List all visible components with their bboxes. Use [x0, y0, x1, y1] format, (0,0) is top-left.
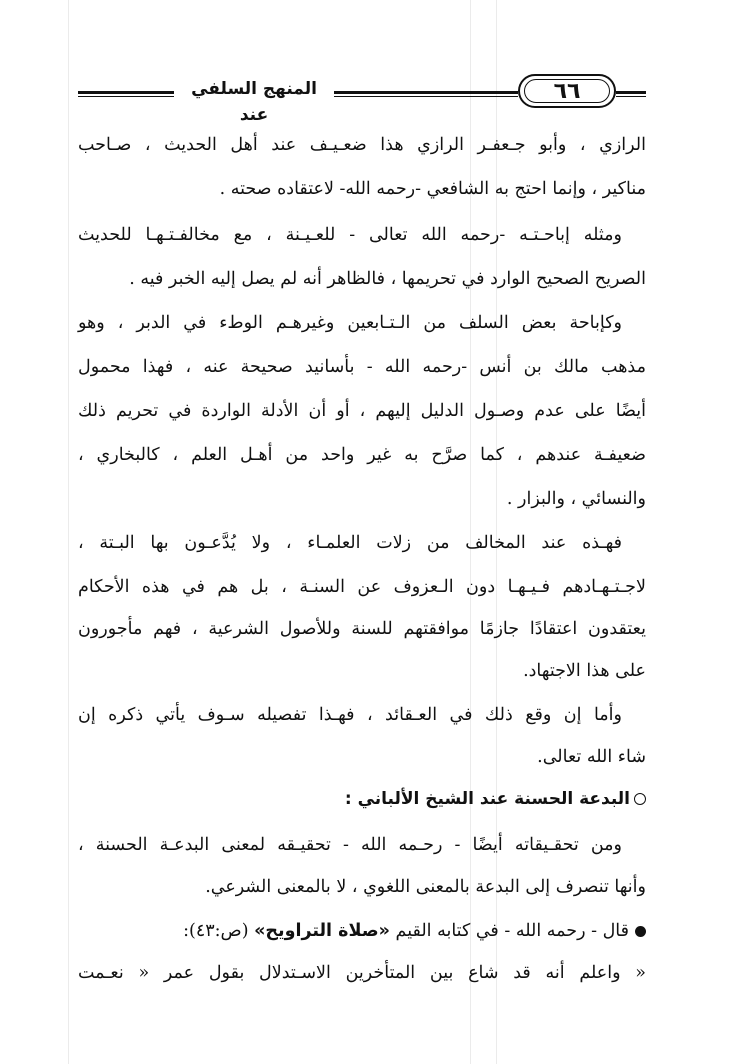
header-rule-right-thin: [616, 96, 646, 97]
text-line: ضعيفـة عندهم ، كما صرَّح به غير واحد من أهـل العلم ، كالبخاري ،: [78, 445, 646, 465]
citation-line: [78, 916, 646, 946]
header-rule-middle: [334, 91, 518, 94]
page-header: [78, 70, 646, 125]
citation-page: (ص:٤٣):: [183, 921, 255, 941]
text-line: وكإباحة بعض السلف من الـتـابعين وغيرهـم الوطء في الدبر ، وهو: [78, 313, 622, 333]
text-line: لاجـتـهـادهم فـيـهـا دون الـعزوف عن السنـة ، بل هم في هذه الأحكام: [78, 577, 646, 597]
section-heading: [78, 784, 646, 814]
section-heading-text: البدعة الحسنة عند الشيخ الألباني :: [344, 789, 630, 809]
running-title: المنهج السلفي عند: [174, 76, 334, 128]
text-line: ومن تحقـيقاته أيضًا - رحـمه الله - تحقيـقه لمعنى البدعـة الحسنة ،: [78, 835, 622, 855]
hollow-circle-icon: [634, 793, 646, 805]
text-line: أيضًا على عدم وصـول الدليل إليهم ، أو أن الأدلة الواردة في تحريم ذلك: [78, 401, 646, 421]
text-line: وأنها تنصرف إلى البدعة بالمعنى اللغوي ، لا بالمعنى الشرعي.: [205, 877, 646, 897]
page-number: ٦٦: [518, 74, 616, 108]
text-line: والنسائي ، والبزار .: [506, 489, 646, 509]
text-line: شاء الله تعالى.: [537, 747, 646, 767]
text-line: على هذا الاجتهاد.: [523, 661, 646, 681]
text-line: وأما إن وقع ذلك في العـقائد ، فهـذا تفصيله سـوف يأتي ذكره إن: [78, 705, 622, 725]
text-line: مناكير ، وإنما احتج به الشافعي -رحمه الله- لاعتقاده صحته .: [219, 179, 646, 199]
header-rule-left: [78, 91, 174, 94]
book-title: «صلاة التراويح»: [254, 921, 390, 941]
text-line: يعتقدون اعتقادًا جازمًا موافقتهم للسنة وللأصول الشرعية ، فهم مأجورون: [78, 619, 646, 639]
citation-prefix: قال - رحمه الله - في كتابه القيم: [389, 921, 629, 941]
bullet-dot-icon: [635, 926, 646, 937]
text-line: الرازي ، وأبو جـعفـر الرازي هذا ضعـيـف عند أهل الحديث ، صـاحب: [78, 135, 646, 155]
text-line: ومثله إباحـتـه -رحمه الله تعالى - للعـيـنة ، مع مخالفـتـهـا للحديث: [78, 225, 622, 245]
scan-artifact: [68, 0, 69, 1064]
header-rule-middle-thin: [334, 96, 518, 97]
header-rule-left-thin: [78, 96, 174, 97]
header-rule-right: [616, 91, 646, 94]
quote-line: « واعلم أنه قد شاع بين المتأخرين الاسـتدلال بقول عمر « نعـمت: [78, 963, 646, 983]
text-line: مذهب مالك بن أنس -رحمه الله - بأسانيد صحيحة عنه ، فهذا محمول: [78, 357, 646, 377]
text-line: فهـذه عند المخالف من زلات العلمـاء ، ولا يُدَّعـون بها البـتة ،: [78, 533, 622, 553]
text-line: الصريح الصحيح الوارد في تحريمها ، فالظاهر أنه لم يصل إليه الخبر فيه .: [129, 269, 646, 289]
